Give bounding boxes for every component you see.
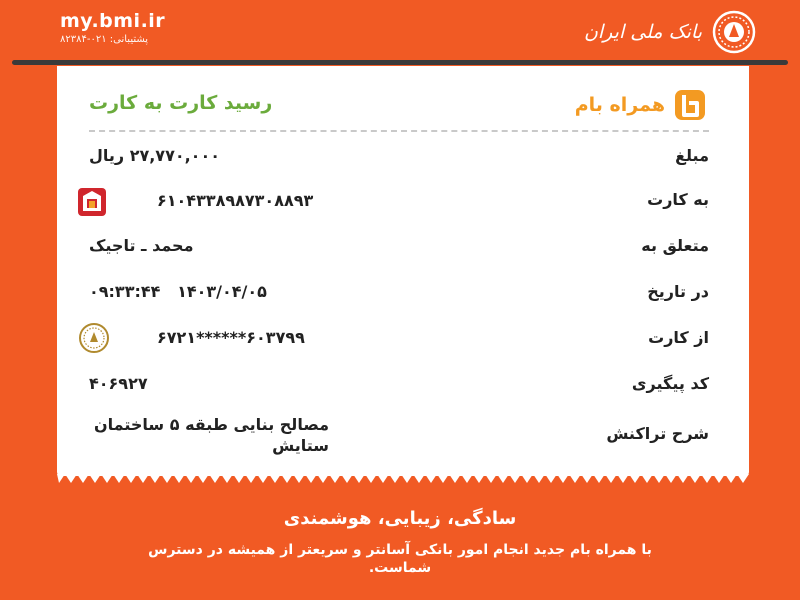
description-label: شرح تراکنش — [606, 424, 709, 443]
amount-value: ۲۷,۷۷۰,۰۰۰ ریال — [89, 146, 220, 165]
support-phone: پشتیبانی: ۰۲۱-۸۲۳۸۴ — [60, 34, 149, 45]
date-label: در تاریخ — [647, 282, 709, 301]
promo-description: با همراه بام جدید انجام امور بانکی آسانتر و سریعتر از همیشه در دسترس شماست. — [148, 542, 652, 576]
brand-name: همراه بام — [574, 94, 665, 116]
to-card-label: به کارت — [647, 190, 709, 209]
slogan: سادگی، زیبایی، هوشمندی — [283, 508, 517, 529]
footer-promo — [0, 508, 800, 577]
amount-label: مبلغ — [675, 146, 709, 165]
bam-logo-icon — [675, 90, 705, 120]
bank-melli-icon — [79, 323, 109, 353]
date-row — [57, 282, 749, 312]
tracking-row — [57, 374, 749, 404]
bank-melli-emblem-icon — [712, 10, 756, 54]
from-card-row — [57, 328, 749, 358]
site-info — [60, 10, 165, 45]
tracking-value: ۴۰۶۹۲۷ — [89, 374, 148, 393]
owner-row — [57, 236, 749, 266]
receipt-header — [57, 90, 749, 130]
from-card-value: ۶۰۳۷۹۹******۶۷۲۱ — [157, 328, 305, 347]
top-bar — [0, 0, 800, 62]
to-card-row — [57, 190, 749, 220]
receipt-card — [57, 66, 749, 476]
header-divider — [12, 60, 788, 65]
dashed-separator — [89, 130, 709, 132]
from-card-label: از کارت — [648, 328, 709, 347]
tracking-label: کد پیگیری — [631, 374, 709, 393]
site-url[interactable]: my.bmi.ir — [60, 10, 166, 32]
description-value: مصالح بنایی طبقه ۵ ساختمان ستایش — [93, 415, 329, 455]
to-card-value: ۶۱۰۴۳۳۸۹۸۷۳۰۸۸۹۳ — [157, 191, 314, 210]
description-row — [57, 415, 749, 464]
date-value: ۱۴۰۳/۰۴/۰۵ ۰۹:۳۳:۴۴ — [89, 282, 267, 301]
bank-name: بانک ملی ایران — [583, 21, 702, 43]
brand — [575, 90, 705, 120]
receipt-torn-edge — [57, 474, 749, 484]
owner-label: متعلق به — [641, 236, 709, 255]
amount-row — [57, 146, 749, 176]
receipt-title: رسید کارت به کارت — [89, 92, 273, 114]
bank-logo — [584, 10, 756, 54]
owner-value: محمد ـ تاجیک — [89, 236, 194, 255]
bank-mellat-icon — [77, 187, 107, 217]
